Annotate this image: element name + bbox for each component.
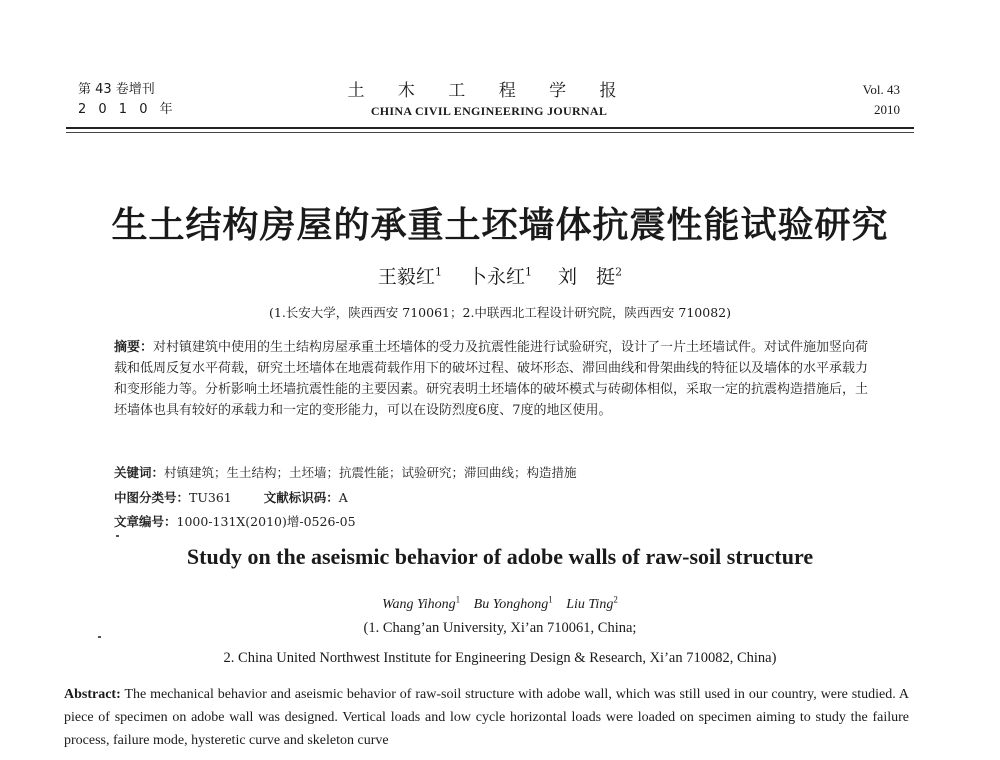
journal-name-en: CHINA CIVIL ENGINEERING JOURNAL [370,104,608,118]
header-rule-thin [66,132,914,133]
author-en-mark: 1 [548,594,553,604]
keywords-cn [114,463,577,481]
journal-name-cn: 土 木 工 程 学 报 [347,81,631,101]
abstract-en [64,683,909,752]
authors-cn [0,262,1000,289]
abstract-en-text: The mechanical behavior and aseismic behavior of raw-soil structure with adobe wall, which was still used in our country, were studied. A piece of specimen on adobe wall was designed. Vertical loads and low cycle horizontal loads were loaded on specimen aiming to study the failure process, failure mode, hysteretic curve and skeleton curve [64,687,909,748]
header-volume-en-line1: Vol. 43 [862,82,900,97]
author-en-name: Liu Ting [566,596,614,612]
author-en-name: Bu Yonghong [473,596,549,612]
keywords-cn-label: 关键词： [114,465,165,480]
author-en-name: Wang Yihong [382,596,456,612]
author-cn-mark: 1 [434,265,442,279]
abstract-cn-text: 对村镇建筑中使用的生土结构房屋承重土坯墙体的受力及抗震性能进行试验研究，设计了一片土坯墙试件。对试件施加竖向荷载和低周反复水平荷载，研究土坯墙体在地震荷载作用下的破坏过程、破坏形态、滞回曲线和骨架曲线的特征以及墙体的水平承载力和变形能力等。分析影响土坯墙抗震性能的主要因素。研究表明土坯墙体的破坏模式与砖砌体相似，采取一定的抗震构造措施后，土坯墙体也具有较好的承载力和一定的变形能力，可以在设防烈度6度、7度的地区使用。 [114,340,869,418]
running-header [78,80,900,124]
header-volume-cn-line1: 第 43 卷增刊 [78,82,155,97]
author-cn-name: 卜永红 [467,266,525,288]
header-volume-en [863,80,900,120]
article-number-line [114,512,356,530]
affiliation-en-line2: 2. China United Northwest Institute for Engineering Design & Research, Xi’an 710082, China) [223,650,777,666]
authors-en [0,594,1000,613]
article-number-label: 文章编号： [114,514,177,529]
author-en-mark: 2 [613,594,618,604]
doc-code-label: 文献标识码： [263,490,339,505]
header-year-cn: 2 0 1 0 年 [78,102,177,117]
header-year-en: 2010 [874,102,900,117]
classification-line [114,488,348,506]
author-cn-1 [378,266,442,288]
header-rule-thick [66,127,914,129]
author-en-3 [566,594,618,612]
paper-title-cn: 生土结构房屋的承重土坯墙体抗震性能试验研究 [111,205,889,246]
scan-speck [98,636,101,638]
paper-title-en: Study on the aseismic behavior of adobe walls of raw-soil structure [186,544,814,569]
abstract-en-label: Abstract: [64,687,121,702]
clc-label: 中图分类号： [114,490,190,505]
author-en-2 [473,594,553,612]
author-en-1 [382,594,461,612]
author-cn-mark: 1 [525,265,532,279]
author-cn-3 [558,266,622,288]
scan-speck [116,535,119,537]
author-cn-name: 王毅红 [377,266,435,288]
affiliation-cn: (1.长安大学，陕西西安 710061；2.中联西北工程设计研究院，陕西西安 710082) [269,305,731,320]
affiliation-en-line1: (1. Chang’an University, Xi’an 710061, China; [363,620,637,636]
doc-code-value: A [338,490,348,505]
author-en-mark: 1 [455,594,461,604]
author-cn-mark: 2 [615,265,623,279]
author-cn-2 [468,266,532,288]
author-cn-name: 刘 挺 [558,266,616,288]
header-journal-name [78,80,900,120]
clc-value: TU361 [189,490,232,505]
keywords-cn-text: 村镇建筑；生土结构；土坯墙；抗震性能；试验研究；滞回曲线；构造措施 [164,465,577,480]
abstract-cn-label: 摘要： [114,340,154,355]
article-number-value: 1000-131X(2010)增-0526-05 [176,514,356,529]
abstract-cn [114,337,874,421]
